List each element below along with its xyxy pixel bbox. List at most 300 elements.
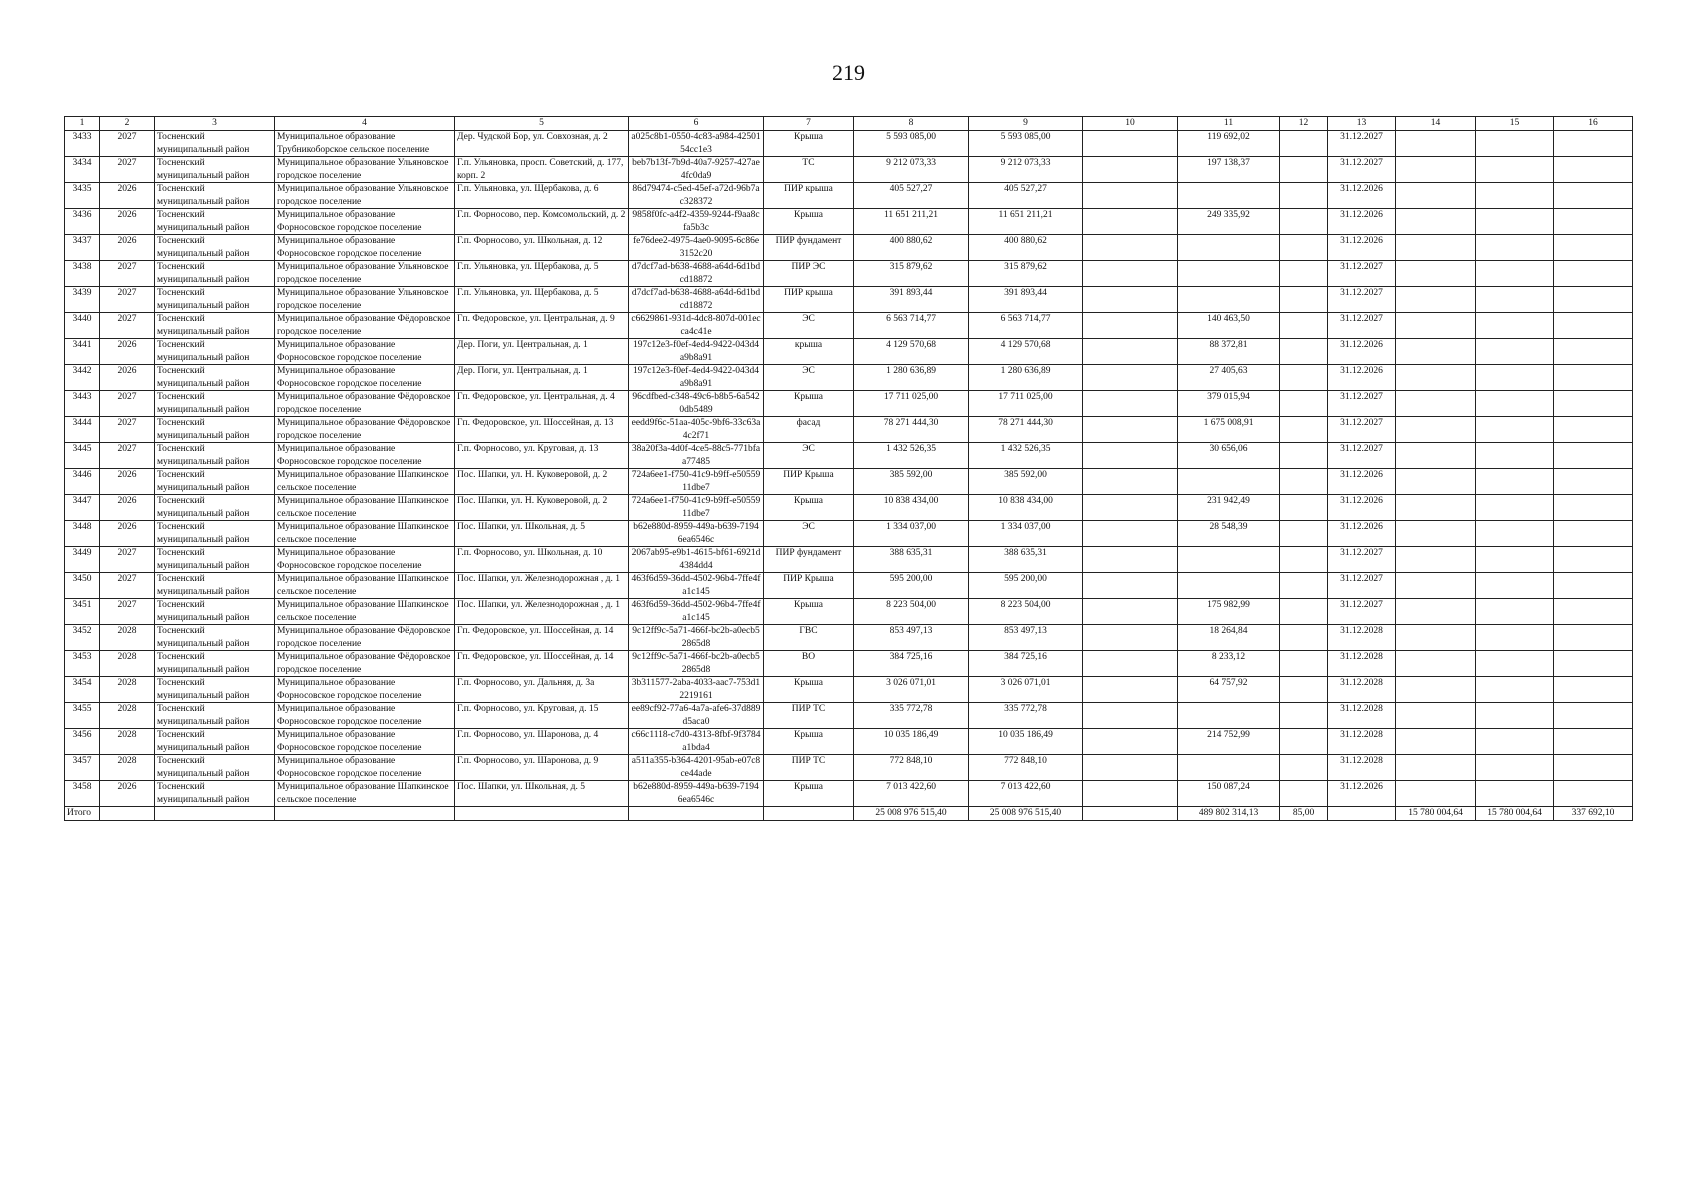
table-cell-col-15 <box>1476 573 1554 599</box>
table-cell-col-6: d7dcf7ad-b638-4688-a64d-6d1bdcd18872 <box>629 287 764 313</box>
table-cell-col-3: Тосненский муниципальный район <box>155 677 275 703</box>
table-cell-col-4: Муниципальное образование Форносовское городское поселение <box>275 677 455 703</box>
table-cell-col-8: 6 563 714,77 <box>854 313 969 339</box>
table-cell-col-13: 31.12.2026 <box>1328 183 1396 209</box>
table-cell-col-8: 5 593 085,00 <box>854 131 969 157</box>
table-row <box>65 547 1633 573</box>
table-cell-col-5: Пос. Шапки, ул. Н. Куковеровой, д. 2 <box>455 469 629 495</box>
table-row <box>65 313 1633 339</box>
table-cell-col-13: 31.12.2027 <box>1328 287 1396 313</box>
total-cell-col-12: 85,00 <box>1280 807 1328 821</box>
table-cell-col-5: Пос. Шапки, ул. Школьная, д. 5 <box>455 521 629 547</box>
table-cell-col-6: 38a20f3a-4d0f-4ce5-88c5-771bfaa77485 <box>629 443 764 469</box>
table-cell-col-15 <box>1476 599 1554 625</box>
table-cell-col-6: 463f6d59-36dd-4502-96b4-7ffe4fa1c145 <box>629 573 764 599</box>
table-cell-col-9: 3 026 071,01 <box>969 677 1083 703</box>
table-row <box>65 755 1633 781</box>
table-cell-col-2: 2028 <box>100 703 155 729</box>
table-cell-col-13: 31.12.2028 <box>1328 625 1396 651</box>
table-cell-col-15 <box>1476 365 1554 391</box>
table-cell-col-9: 400 880,62 <box>969 235 1083 261</box>
table-cell-col-1: 3446 <box>65 469 100 495</box>
table-cell-col-12 <box>1280 729 1328 755</box>
table-cell-col-12 <box>1280 625 1328 651</box>
table-cell-col-14 <box>1396 287 1476 313</box>
table-cell-col-16 <box>1554 625 1633 651</box>
table-cell-col-5: Дер. Чудской Бор, ул. Совхозная, д. 2 <box>455 131 629 157</box>
total-row <box>65 807 1633 821</box>
table-cell-col-5: Г.п. Форносово, ул. Круговая, д. 13 <box>455 443 629 469</box>
table-cell-col-13: 31.12.2027 <box>1328 443 1396 469</box>
table-cell-col-9: 595 200,00 <box>969 573 1083 599</box>
table-cell-col-2: 2027 <box>100 443 155 469</box>
table-cell-col-9: 9 212 073,33 <box>969 157 1083 183</box>
table-cell-col-11: 379 015,94 <box>1178 391 1280 417</box>
table-cell-col-7: ПИР ТС <box>764 703 854 729</box>
table-row <box>65 209 1633 235</box>
table-cell-col-8: 1 334 037,00 <box>854 521 969 547</box>
table-cell-col-8: 10 035 186,49 <box>854 729 969 755</box>
table-cell-col-15 <box>1476 781 1554 807</box>
table-row <box>65 651 1633 677</box>
table-cell-col-8: 391 893,44 <box>854 287 969 313</box>
table-cell-col-3: Тосненский муниципальный район <box>155 495 275 521</box>
table-cell-col-7: ЭС <box>764 521 854 547</box>
table-cell-col-3: Тосненский муниципальный район <box>155 365 275 391</box>
table-cell-col-9: 335 772,78 <box>969 703 1083 729</box>
table-row <box>65 573 1633 599</box>
table-cell-col-6: 2067ab95-e9b1-4615-bf61-6921d4384dd4 <box>629 547 764 573</box>
table-cell-col-3: Тосненский муниципальный район <box>155 391 275 417</box>
table-cell-col-1: 3447 <box>65 495 100 521</box>
table-cell-col-5: Г.п. Ульяновка, ул. Щербакова, д. 6 <box>455 183 629 209</box>
table-cell-col-2: 2027 <box>100 157 155 183</box>
table-cell-col-9: 10 035 186,49 <box>969 729 1083 755</box>
table-cell-col-2: 2028 <box>100 755 155 781</box>
table-cell-col-12 <box>1280 339 1328 365</box>
table-cell-col-3: Тосненский муниципальный район <box>155 443 275 469</box>
table-cell-col-11: 140 463,50 <box>1178 313 1280 339</box>
table-row <box>65 469 1633 495</box>
table-cell-col-12 <box>1280 157 1328 183</box>
table-cell-col-9: 388 635,31 <box>969 547 1083 573</box>
total-cell-col-11: 489 802 314,13 <box>1178 807 1280 821</box>
total-cell-col-6 <box>629 807 764 821</box>
table-cell-col-5: Дер. Поги, ул. Центральная, д. 1 <box>455 365 629 391</box>
table-cell-col-8: 315 879,62 <box>854 261 969 287</box>
total-cell-col-13 <box>1328 807 1396 821</box>
table-cell-col-4: Муниципальное образование Шапкинское сельское поселение <box>275 573 455 599</box>
table-cell-col-15 <box>1476 131 1554 157</box>
table-cell-col-13: 31.12.2026 <box>1328 365 1396 391</box>
table-cell-col-5: Гп. Федоровское, ул. Шоссейная, д. 14 <box>455 625 629 651</box>
table-cell-col-2: 2027 <box>100 287 155 313</box>
table-cell-col-14 <box>1396 365 1476 391</box>
table-cell-col-10 <box>1083 365 1178 391</box>
table-cell-col-11: 30 656,06 <box>1178 443 1280 469</box>
table-cell-col-16 <box>1554 391 1633 417</box>
table-cell-col-16 <box>1554 365 1633 391</box>
table-cell-col-13: 31.12.2028 <box>1328 729 1396 755</box>
table-cell-col-9: 315 879,62 <box>969 261 1083 287</box>
table-cell-col-11 <box>1178 703 1280 729</box>
table-cell-col-15 <box>1476 521 1554 547</box>
column-header-13: 13 <box>1328 117 1396 131</box>
table-cell-col-8: 388 635,31 <box>854 547 969 573</box>
total-cell-col-15: 15 780 004,64 <box>1476 807 1554 821</box>
table-cell-col-11: 150 087,24 <box>1178 781 1280 807</box>
column-header-1: 1 <box>65 117 100 131</box>
table-cell-col-4: Муниципальное образование Форносовское городское поселение <box>275 703 455 729</box>
table-cell-col-3: Тосненский муниципальный район <box>155 781 275 807</box>
table-cell-col-1: 3449 <box>65 547 100 573</box>
table-cell-col-2: 2026 <box>100 495 155 521</box>
table-cell-col-11 <box>1178 755 1280 781</box>
table-cell-col-13: 31.12.2027 <box>1328 313 1396 339</box>
table-cell-col-13: 31.12.2027 <box>1328 547 1396 573</box>
table-cell-col-4: Муниципальное образование Шапкинское сельское поселение <box>275 599 455 625</box>
table-cell-col-1: 3433 <box>65 131 100 157</box>
table-cell-col-16 <box>1554 703 1633 729</box>
table-cell-col-8: 1 280 636,89 <box>854 365 969 391</box>
table-cell-col-16 <box>1554 209 1633 235</box>
table-cell-col-8: 385 592,00 <box>854 469 969 495</box>
table-cell-col-2: 2026 <box>100 521 155 547</box>
table-cell-col-10 <box>1083 781 1178 807</box>
table-cell-col-5: Гп. Федоровское, ул. Центральная, д. 9 <box>455 313 629 339</box>
table-cell-col-12 <box>1280 755 1328 781</box>
column-header-5: 5 <box>455 117 629 131</box>
table-cell-col-4: Муниципальное образование Фёдоровское городское поселение <box>275 391 455 417</box>
table-cell-col-9: 7 013 422,60 <box>969 781 1083 807</box>
table-cell-col-2: 2027 <box>100 547 155 573</box>
column-header-4: 4 <box>275 117 455 131</box>
table-cell-col-14 <box>1396 313 1476 339</box>
table-cell-col-4: Муниципальное образование Шапкинское сельское поселение <box>275 469 455 495</box>
table-cell-col-14 <box>1396 599 1476 625</box>
table-cell-col-14 <box>1396 495 1476 521</box>
table-cell-col-11 <box>1178 547 1280 573</box>
table-cell-col-10 <box>1083 755 1178 781</box>
table-cell-col-7: ВО <box>764 651 854 677</box>
table-cell-col-12 <box>1280 417 1328 443</box>
table-cell-col-2: 2026 <box>100 235 155 261</box>
table-cell-col-11: 28 548,39 <box>1178 521 1280 547</box>
table-cell-col-3: Тосненский муниципальный район <box>155 209 275 235</box>
table-cell-col-11: 119 692,02 <box>1178 131 1280 157</box>
page-number: 219 <box>832 60 865 85</box>
table-cell-col-11: 249 335,92 <box>1178 209 1280 235</box>
table-cell-col-13: 31.12.2028 <box>1328 651 1396 677</box>
table-cell-col-10 <box>1083 703 1178 729</box>
table-cell-col-7: ПИР крыша <box>764 183 854 209</box>
table-row <box>65 287 1633 313</box>
table-cell-col-13: 31.12.2027 <box>1328 417 1396 443</box>
table-cell-col-12 <box>1280 651 1328 677</box>
table-cell-col-1: 3443 <box>65 391 100 417</box>
table-cell-col-1: 3455 <box>65 703 100 729</box>
table-cell-col-15 <box>1476 443 1554 469</box>
table-cell-col-13: 31.12.2026 <box>1328 235 1396 261</box>
table-cell-col-11: 231 942,49 <box>1178 495 1280 521</box>
table-cell-col-3: Тосненский муниципальный район <box>155 339 275 365</box>
table-cell-col-5: Г.п. Форносово, ул. Круговая, д. 15 <box>455 703 629 729</box>
table-cell-col-15 <box>1476 547 1554 573</box>
table-cell-col-16 <box>1554 131 1633 157</box>
table-cell-col-8: 400 880,62 <box>854 235 969 261</box>
table-cell-col-16 <box>1554 521 1633 547</box>
table-cell-col-6: 197c12e3-f0ef-4ed4-9422-043d4a9b8a91 <box>629 339 764 365</box>
table-cell-col-3: Тосненский муниципальный район <box>155 521 275 547</box>
table-cell-col-6: b62e880d-8959-449a-b639-71946ea6546c <box>629 521 764 547</box>
table-cell-col-7: ЭС <box>764 443 854 469</box>
table-cell-col-10 <box>1083 131 1178 157</box>
table-cell-col-3: Тосненский муниципальный район <box>155 157 275 183</box>
table-cell-col-11: 8 233,12 <box>1178 651 1280 677</box>
table-cell-col-2: 2028 <box>100 677 155 703</box>
table-cell-col-5: Г.п. Форносово, ул. Дальняя, д. 3а <box>455 677 629 703</box>
total-label: Итого <box>65 807 100 821</box>
table-cell-col-2: 2027 <box>100 391 155 417</box>
table-cell-col-15 <box>1476 625 1554 651</box>
table-cell-col-9: 385 592,00 <box>969 469 1083 495</box>
table-cell-col-12 <box>1280 469 1328 495</box>
table-cell-col-3: Тосненский муниципальный район <box>155 131 275 157</box>
table-cell-col-13: 31.12.2028 <box>1328 677 1396 703</box>
table-cell-col-5: Пос. Шапки, ул. Н. Куковеровой, д. 2 <box>455 495 629 521</box>
table-cell-col-8: 10 838 434,00 <box>854 495 969 521</box>
column-header-12: 12 <box>1280 117 1328 131</box>
table-cell-col-10 <box>1083 417 1178 443</box>
table-cell-col-16 <box>1554 443 1633 469</box>
header-row <box>65 117 1633 131</box>
table-cell-col-11: 18 264,84 <box>1178 625 1280 651</box>
register-table <box>64 116 1633 821</box>
table-cell-col-13: 31.12.2026 <box>1328 495 1396 521</box>
table-cell-col-14 <box>1396 209 1476 235</box>
table-cell-col-6: c6629861-931d-4dc8-807d-001ecca4c41e <box>629 313 764 339</box>
table-cell-col-5: Гп. Федоровское, ул. Шоссейная, д. 13 <box>455 417 629 443</box>
table-cell-col-11 <box>1178 469 1280 495</box>
table-cell-col-1: 3456 <box>65 729 100 755</box>
table-cell-col-11 <box>1178 183 1280 209</box>
table-cell-col-6: 96cdfbed-c348-49c6-b8b5-6a5420db5489 <box>629 391 764 417</box>
table-cell-col-3: Тосненский муниципальный район <box>155 651 275 677</box>
table-cell-col-12 <box>1280 391 1328 417</box>
table-cell-col-16 <box>1554 183 1633 209</box>
table-cell-col-14 <box>1396 521 1476 547</box>
table-cell-col-3: Тосненский муниципальный район <box>155 547 275 573</box>
table-cell-col-14 <box>1396 391 1476 417</box>
table-cell-col-11: 175 982,99 <box>1178 599 1280 625</box>
table-row <box>65 677 1633 703</box>
table-cell-col-8: 1 432 526,35 <box>854 443 969 469</box>
table-cell-col-5: Г.п. Форносово, ул. Шаронова, д. 9 <box>455 755 629 781</box>
table-cell-col-8: 405 527,27 <box>854 183 969 209</box>
table-cell-col-15 <box>1476 417 1554 443</box>
table-cell-col-2: 2028 <box>100 625 155 651</box>
table-cell-col-15 <box>1476 729 1554 755</box>
table-cell-col-5: Пос. Шапки, ул. Железнодорожная , д. 1 <box>455 573 629 599</box>
table-cell-col-6: a511a355-b364-4201-95ab-e07c8ce44ade <box>629 755 764 781</box>
table-cell-col-4: Муниципальное образование Ульяновское городское поселение <box>275 261 455 287</box>
table-cell-col-7: ТС <box>764 157 854 183</box>
table-cell-col-16 <box>1554 339 1633 365</box>
table-cell-col-9: 11 651 211,21 <box>969 209 1083 235</box>
table-cell-col-10 <box>1083 677 1178 703</box>
table-cell-col-1: 3438 <box>65 261 100 287</box>
table-header <box>65 117 1633 131</box>
table-cell-col-15 <box>1476 183 1554 209</box>
table-cell-col-6: 3b311577-2aba-4033-aac7-753d12219161 <box>629 677 764 703</box>
table-cell-col-14 <box>1396 261 1476 287</box>
table-cell-col-7: Крыша <box>764 677 854 703</box>
table-body <box>65 131 1633 821</box>
table-cell-col-6: c66c1118-c7d0-4313-8fbf-9f3784a1bda4 <box>629 729 764 755</box>
table-cell-col-12 <box>1280 547 1328 573</box>
table-cell-col-4: Муниципальное образование Форносовское городское поселение <box>275 755 455 781</box>
table-cell-col-9: 1 334 037,00 <box>969 521 1083 547</box>
table-cell-col-4: Муниципальное образование Фёдоровское городское поселение <box>275 417 455 443</box>
table-cell-col-12 <box>1280 521 1328 547</box>
table-cell-col-10 <box>1083 209 1178 235</box>
table-cell-col-14 <box>1396 573 1476 599</box>
table-cell-col-11: 1 675 008,91 <box>1178 417 1280 443</box>
table-cell-col-12 <box>1280 703 1328 729</box>
table-cell-col-2: 2026 <box>100 365 155 391</box>
table-cell-col-3: Тосненский муниципальный район <box>155 183 275 209</box>
table-cell-col-6: 9c12ff9c-5a71-466f-bc2b-a0ecb52865d8 <box>629 651 764 677</box>
table-cell-col-11: 64 757,92 <box>1178 677 1280 703</box>
table-cell-col-10 <box>1083 469 1178 495</box>
table-cell-col-15 <box>1476 235 1554 261</box>
table-cell-col-14 <box>1396 417 1476 443</box>
table-row <box>65 417 1633 443</box>
table-cell-col-5: Гп. Федоровское, ул. Шоссейная, д. 14 <box>455 651 629 677</box>
table-cell-col-1: 3442 <box>65 365 100 391</box>
table-cell-col-4: Муниципальное образование Ульяновское городское поселение <box>275 287 455 313</box>
table-cell-col-14 <box>1396 469 1476 495</box>
table-row <box>65 157 1633 183</box>
table-cell-col-6: 724a6ee1-f750-41c9-b9ff-e5055911dbe7 <box>629 469 764 495</box>
table-cell-col-7: крыша <box>764 339 854 365</box>
table-cell-col-7: ПИР фундамент <box>764 547 854 573</box>
table-cell-col-14 <box>1396 625 1476 651</box>
table-cell-col-10 <box>1083 495 1178 521</box>
table-cell-col-16 <box>1554 651 1633 677</box>
table-cell-col-8: 4 129 570,68 <box>854 339 969 365</box>
table-cell-col-11: 197 138,37 <box>1178 157 1280 183</box>
table-cell-col-5: Г.п. Форносово, ул. Школьная, д. 10 <box>455 547 629 573</box>
table-cell-col-12 <box>1280 235 1328 261</box>
table-cell-col-13: 31.12.2027 <box>1328 391 1396 417</box>
table-cell-col-7: ПИР Крыша <box>764 469 854 495</box>
table-cell-col-7: ЭС <box>764 365 854 391</box>
table-cell-col-9: 17 711 025,00 <box>969 391 1083 417</box>
table-cell-col-10 <box>1083 313 1178 339</box>
table-cell-col-13: 31.12.2026 <box>1328 209 1396 235</box>
table-cell-col-4: Муниципальное образование Шапкинское сельское поселение <box>275 521 455 547</box>
table-cell-col-16 <box>1554 287 1633 313</box>
table-cell-col-1: 3458 <box>65 781 100 807</box>
table-cell-col-3: Тосненский муниципальный район <box>155 261 275 287</box>
table-cell-col-11: 214 752,99 <box>1178 729 1280 755</box>
table-cell-col-4: Муниципальное образование Форносовское городское поселение <box>275 729 455 755</box>
table-cell-col-6: 197c12e3-f0ef-4ed4-9422-043d4a9b8a91 <box>629 365 764 391</box>
table-cell-col-12 <box>1280 287 1328 313</box>
total-cell-col-10 <box>1083 807 1178 821</box>
table-cell-col-13: 31.12.2027 <box>1328 261 1396 287</box>
table-cell-col-11: 27 405,63 <box>1178 365 1280 391</box>
table-cell-col-8: 335 772,78 <box>854 703 969 729</box>
total-cell-col-5 <box>455 807 629 821</box>
table-cell-col-1: 3453 <box>65 651 100 677</box>
table-cell-col-12 <box>1280 209 1328 235</box>
table-cell-col-16 <box>1554 235 1633 261</box>
table-cell-col-16 <box>1554 261 1633 287</box>
column-header-16: 16 <box>1554 117 1633 131</box>
table-cell-col-11 <box>1178 235 1280 261</box>
table-cell-col-13: 31.12.2026 <box>1328 339 1396 365</box>
table-row <box>65 495 1633 521</box>
table-cell-col-9: 391 893,44 <box>969 287 1083 313</box>
table-row <box>65 703 1633 729</box>
table-cell-col-15 <box>1476 261 1554 287</box>
table-cell-col-3: Тосненский муниципальный район <box>155 417 275 443</box>
table-cell-col-3: Тосненский муниципальный район <box>155 469 275 495</box>
table-cell-col-9: 405 527,27 <box>969 183 1083 209</box>
table-cell-col-7: Крыша <box>764 495 854 521</box>
table-cell-col-4: Муниципальное образование Форносовское городское поселение <box>275 209 455 235</box>
table-cell-col-2: 2026 <box>100 339 155 365</box>
table-cell-col-1: 3454 <box>65 677 100 703</box>
table-cell-col-16 <box>1554 599 1633 625</box>
table-cell-col-4: Муниципальное образование Трубникоборское сельское поселение <box>275 131 455 157</box>
table-row <box>65 183 1633 209</box>
table-cell-col-7: ПИР ТС <box>764 755 854 781</box>
table-cell-col-15 <box>1476 209 1554 235</box>
table-cell-col-4: Муниципальное образование Фёдоровское городское поселение <box>275 313 455 339</box>
table-cell-col-10 <box>1083 521 1178 547</box>
table-cell-col-4: Муниципальное образование Фёдоровское городское поселение <box>275 625 455 651</box>
table-row <box>65 781 1633 807</box>
table-cell-col-4: Муниципальное образование Фёдоровское городское поселение <box>275 651 455 677</box>
table-cell-col-9: 1 432 526,35 <box>969 443 1083 469</box>
table-cell-col-12 <box>1280 781 1328 807</box>
table-cell-col-1: 3436 <box>65 209 100 235</box>
table-row <box>65 339 1633 365</box>
table-cell-col-16 <box>1554 417 1633 443</box>
table-cell-col-10 <box>1083 261 1178 287</box>
table-cell-col-13: 31.12.2027 <box>1328 157 1396 183</box>
table-cell-col-13: 31.12.2027 <box>1328 599 1396 625</box>
column-header-11: 11 <box>1178 117 1280 131</box>
table-cell-col-15 <box>1476 755 1554 781</box>
table-cell-col-6: a025c8b1-0550-4c83-a984-4250154cc1e3 <box>629 131 764 157</box>
table-cell-col-12 <box>1280 261 1328 287</box>
table-cell-col-15 <box>1476 651 1554 677</box>
table-cell-col-12 <box>1280 573 1328 599</box>
table-cell-col-8: 772 848,10 <box>854 755 969 781</box>
table-cell-col-15 <box>1476 313 1554 339</box>
table-cell-col-5: Г.п. Форносово, пер. Комсомольский, д. 2 <box>455 209 629 235</box>
table-cell-col-5: Дер. Поги, ул. Центральная, д. 1 <box>455 339 629 365</box>
table-cell-col-10 <box>1083 573 1178 599</box>
table-cell-col-2: 2027 <box>100 313 155 339</box>
table-cell-col-16 <box>1554 547 1633 573</box>
table-row <box>65 131 1633 157</box>
table-cell-col-6: 463f6d59-36dd-4502-96b4-7ffe4fa1c145 <box>629 599 764 625</box>
